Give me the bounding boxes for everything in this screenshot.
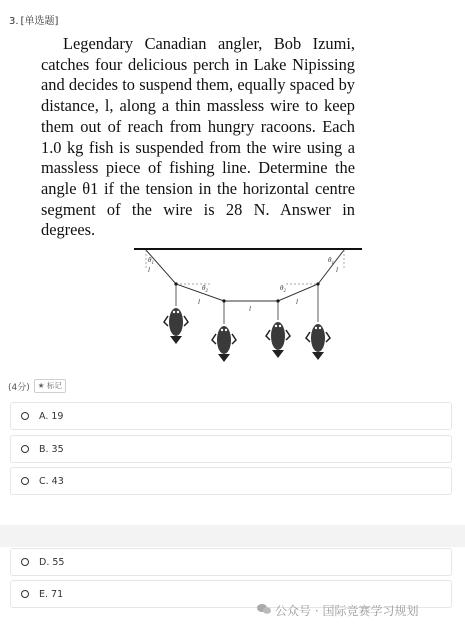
option-label: A. 19 <box>39 410 64 422</box>
option-c[interactable] <box>10 467 452 495</box>
question-number: 3. <box>9 16 19 27</box>
option-a[interactable] <box>10 402 452 430</box>
question-type: [单选题] <box>20 16 59 27</box>
mark-button[interactable]: ★ 标记 <box>34 379 66 393</box>
score-row <box>8 379 66 393</box>
problem-text: Legendary Canadian angler, Bob Izumi, catches four delicious perch in Lake Nipissing and decides to suspend them, equally spaced by distance, l, along a thin massless wire to keep them out of reach from hungry racoons. Each 1.0 kg fish is suspended from the wire using a massless piece of fishing line. Determine the angle θ1 if the tension in the horizontal centre segment of the wire is 28 N. Answer in degrees. <box>41 34 355 240</box>
segment-label-3: l <box>249 305 251 313</box>
theta1-label-right: $\theta_1$ <box>328 256 334 266</box>
radio-icon[interactable] <box>21 412 29 420</box>
fish-wire-diagram <box>128 246 364 374</box>
wechat-icon <box>257 603 271 618</box>
segment-label-5: l <box>336 266 338 274</box>
section-gap <box>0 525 465 547</box>
segment-label-4: l <box>296 298 298 306</box>
option-label: B. 35 <box>39 443 64 455</box>
fish-icon <box>164 308 188 344</box>
radio-icon[interactable] <box>21 590 29 598</box>
theta1-label-left: $\theta_1$ <box>148 256 154 266</box>
theta2-label-left: $\theta_2$ <box>202 284 208 294</box>
option-label: E. 71 <box>39 588 64 600</box>
option-b[interactable] <box>10 435 452 463</box>
theta2-label-right: $\theta_2$ <box>280 284 286 294</box>
watermark-text: 公众号 · 国际竞赛学习规划 <box>275 604 419 618</box>
watermark <box>257 602 418 619</box>
score-label: (4分) <box>8 382 30 393</box>
radio-icon[interactable] <box>21 558 29 566</box>
fish-icon <box>266 322 290 358</box>
question-header <box>9 12 58 27</box>
radio-icon[interactable] <box>21 445 29 453</box>
segment-label-1: l <box>148 266 150 274</box>
radio-icon[interactable] <box>21 477 29 485</box>
segment-label-2: l <box>198 298 200 306</box>
option-label: D. 55 <box>39 556 65 568</box>
fish-icon <box>306 324 330 360</box>
option-label: C. 43 <box>39 475 64 487</box>
option-d[interactable] <box>10 548 452 576</box>
problem-statement <box>41 34 355 241</box>
fish-icon <box>212 326 236 362</box>
